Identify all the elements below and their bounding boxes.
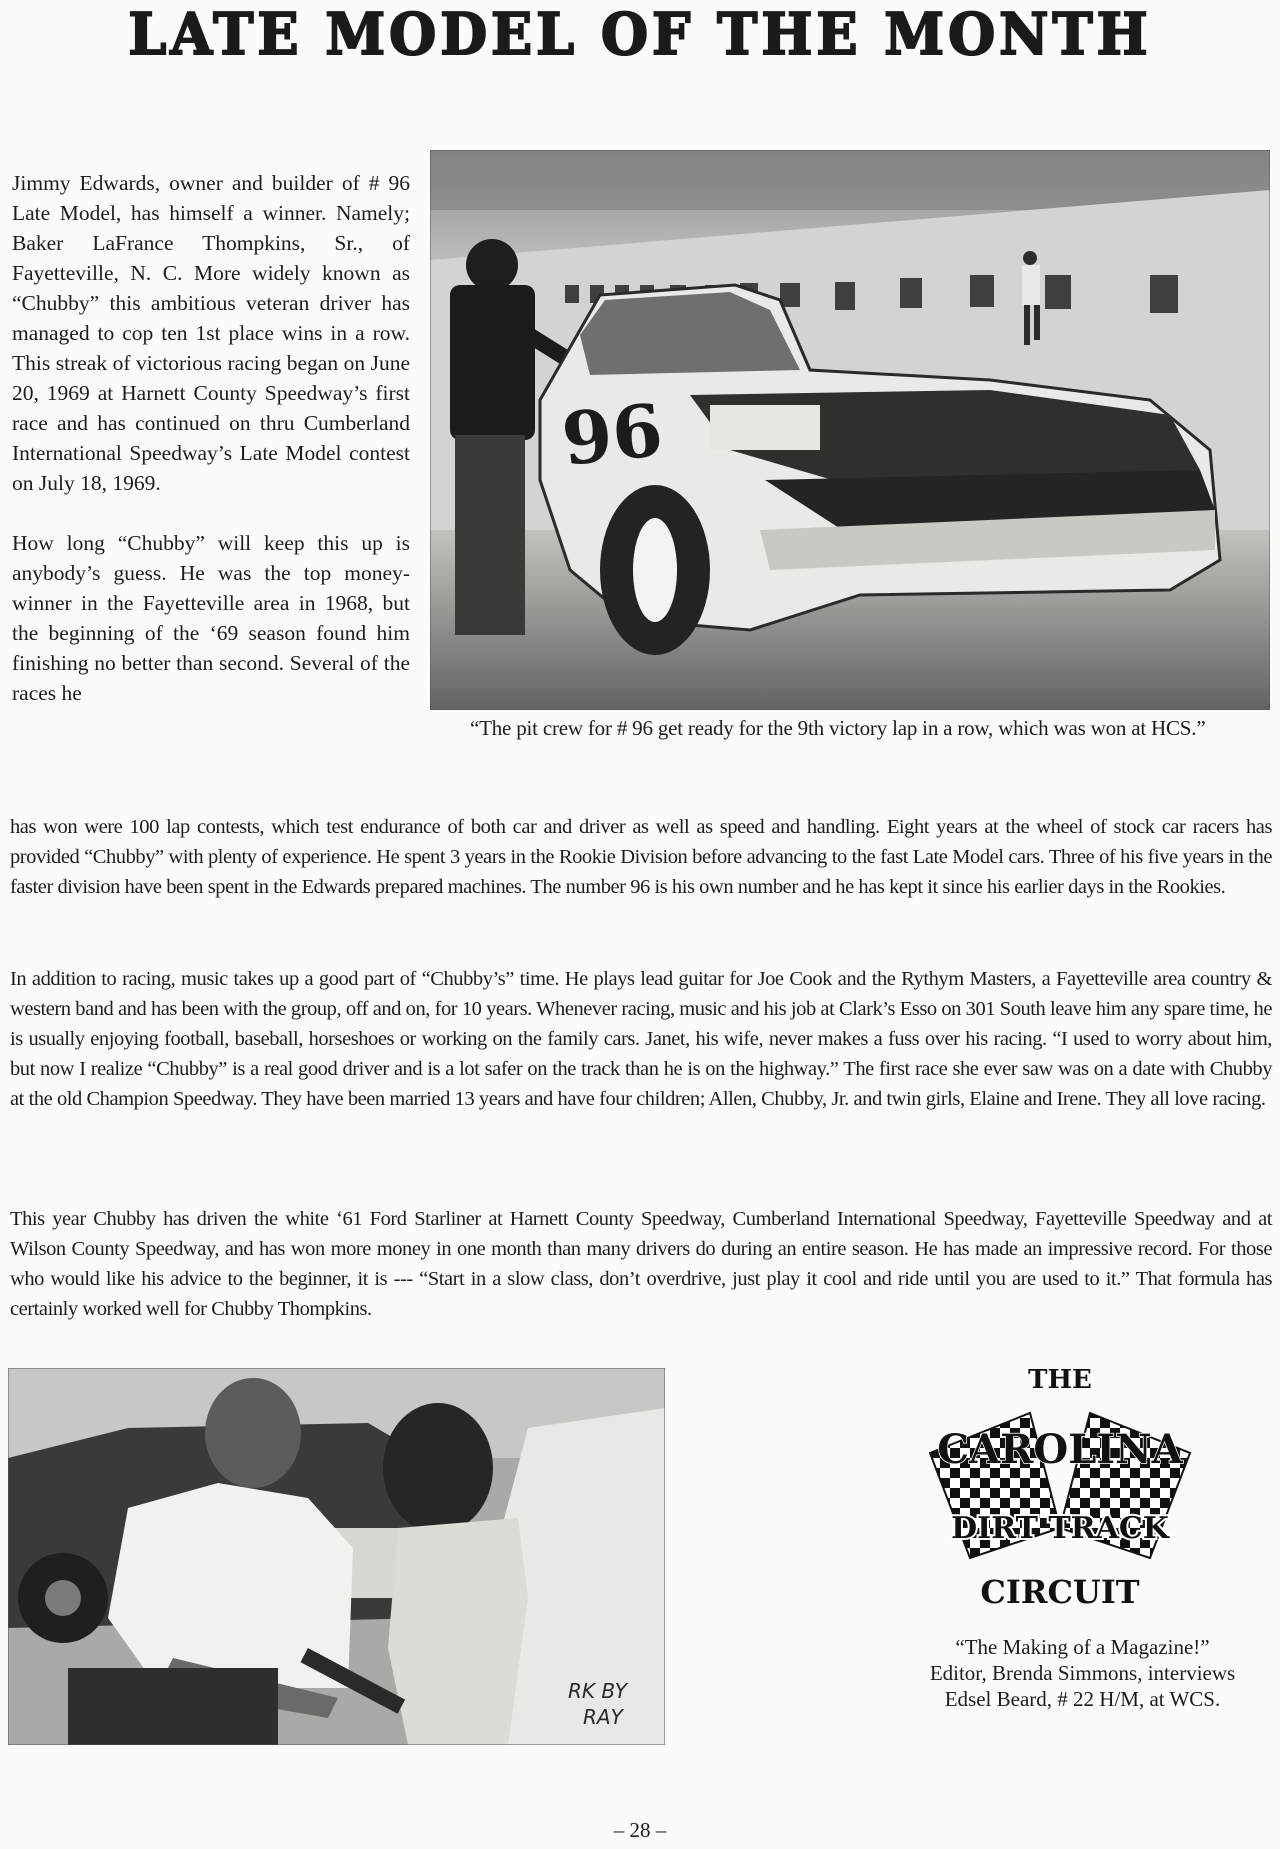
caption-line: “The Making of a Magazine!”: [955, 1635, 1210, 1659]
car-lettering: RAY: [583, 1705, 623, 1729]
carolina-dirt-track-circuit-logo: [920, 1358, 1200, 1618]
car-number: 96: [557, 386, 667, 482]
body-paragraph: has won were 100 lap contests, which test endurance of both car and driver as well as speed and handling. Eight years at the wheel of stock car racers has provided “Chubby” with plenty of experience. He spent 3 years in the Rookie Division before advancing to the fast Late Model cars. Three of his five years in the faster division have been spent in the Edwards prepared machines. The number 96 is his own number and he has kept it since his earlier days in the Rookies.: [10, 816, 1272, 898]
page-number: – 28 –: [613, 1818, 667, 1842]
race-car-photo: [430, 150, 1270, 710]
article-body: [10, 964, 1272, 1114]
intro-column: [12, 168, 410, 738]
caption-line: Editor, Brenda Simmons, interviews: [929, 1661, 1236, 1685]
photo-caption-bottom: [895, 1634, 1270, 1712]
race-car-photo-image: [430, 150, 1270, 710]
intro-paragraph: How long “Chubby” will keep this up is anybody’s guess. He was the top money-winner in the Fayetteville area in 1968, but the beginning of the ‘69 season found him finishing no better than second. Several of the races he: [12, 531, 410, 705]
article-body: [10, 1204, 1272, 1324]
page-title: LATE MODEL OF THE MONTH: [128, 0, 1152, 68]
intro-paragraph: Jimmy Edwards, owner and builder of # 96 Late Model, has himself a winner. Namely; Baker LaFrance Thompkins, Sr., of Fayetteville, N. C. More widely known as “Chubby” this ambitious veteran driver has managed to cop ten 1st place wins in a row. This streak of victorious racing began on June 20, 1969 at Harnett County Speedway’s first race and has continued on thru Cumberland International Speedway’s Late Model contest on July 18, 1969.: [12, 171, 410, 495]
body-paragraph: In addition to racing, music takes up a good part of “Chubby’s” time. He plays lead guitar for Joe Cook and the Rythym Masters, a Fayetteville area country & western band and has been with the group, off and on, for 10 years. Whenever racing, music and his job at Clark’s Esso on 301 South leave him any spare time, he is usually enjoying football, baseball, horseshoes or working on the family cars. Janet, his wife, never makes a fuss over his racing. “I used to worry about him, but now I realize “Chubby” is a real good driver and is a lot safer on the track than he is on the highway.” The first race she ever saw was on a date with Chubby at the old Champion Speedway. They have been married 13 years and have four children; Allen, Chubby, Jr. and twin girls, Elaine and Irene. They all love racing.: [10, 968, 1272, 1110]
logo-text: CAROLINA: [937, 1426, 1183, 1473]
body-paragraph: This year Chubby has driven the white ‘61 Ford Starliner at Harnett County Speedway, Cumberland International Speedway, Fayetteville Speedway and at Wilson County Speedway, and has won more money in one month than many drivers do during an entire season. He has made an impressive record. For those who would like his advice to the beginner, it is --- “Start in a slow class, don’t overdrive, just play it cool and ride until you are used to it.” That formula has certainly worked well for Chubby Thompkins.: [10, 1208, 1272, 1320]
article-body: [10, 812, 1272, 902]
logo-text: DIRT TRACK: [951, 1511, 1169, 1546]
car-lettering: RK BY: [568, 1679, 627, 1703]
caption-line: Edsel Beard, # 22 H/M, at WCS.: [944, 1687, 1221, 1711]
logo-text: CIRCUIT: [980, 1573, 1140, 1611]
interview-photo: [8, 1368, 665, 1745]
photo-caption-top: “The pit crew for # 96 get ready for the 9th victory lap in a row, which was won at HCS.”: [470, 716, 1206, 740]
interview-photo-image: [8, 1368, 665, 1745]
logo-text: THE: [1028, 1365, 1092, 1395]
